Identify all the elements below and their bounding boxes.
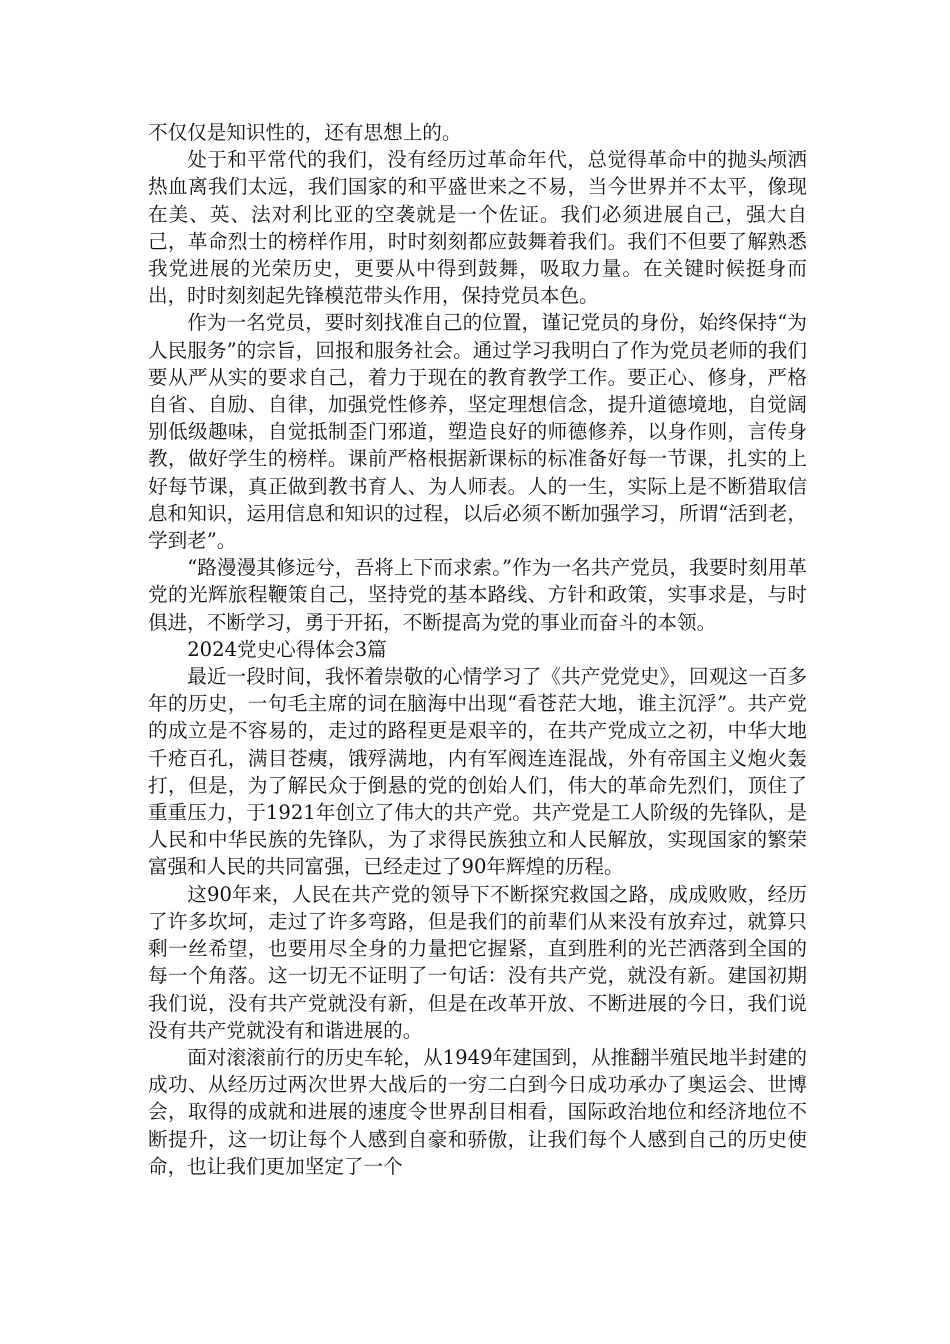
paragraph-5: 最近一段时间，我怀着崇敬的心情学习了《共产党党史》，回观这一百多年的历史，一句毛主席的词在脑海中出现“看苍茫大地，谁主沉浮”。共产党的成立是不容易的，走过的路程更是艰辛的，在共产党成立之初，中华大地千疮百孔，满目苍痍，饿殍满地，内有军阀连连混战，外有帝国主义炮火轰打，但是，为了解民众于倒悬的党的创始人们，伟大的革命先烈们，顶住了重重压力，于1921年创立了伟大的共产党。共产党是工人阶级的先锋队，是人民和中华民族的先锋队，为了求得民族独立和人民解放，实现国家的繁荣富强和人民的共同富强，已经走过了90年辉煌的历程。 (148, 665, 807, 879)
document-body (148, 119, 807, 1180)
paragraph-3: 作为一名党员，要时刻找准自己的位置，谨记党员的身份，始终保持“为人民服务”的宗旨，回报和服务社会。通过学习我明白了作为党员老师的我们要从严从实的要求自己，着力于现在的教育教学工作。要正心、修身，严格自省、自励、自律，加强党性修养，坚定理想信念，提升道德境地，自觉阔别低级趣味，自觉抵制歪门邪道，塑造良好的师德修养，以身作则，言传身教，做好学生的榜样。课前严格根据新课标的标准备好每一节课，扎实的上好每节课，真正做到教书育人、为人师表。人的一生，实际上是不断猎取信息和知识，运用信息和知识的过程，以后必须不断加强学习，所谓“活到老，学到老”。 (148, 311, 807, 553)
section-heading: 2024党史心得体会3篇 (187, 637, 387, 661)
paragraph-2: 处于和平常代的我们，没有经历过革命年代，总觉得革命中的抛头颅洒热血离我们太远，我们国家的和平盛世来之不易，当今世界并不太平，像现在美、英、法对利比亚的空袭就是一个佐证。我们必须进展自己，强大自己，革命烈士的榜样作用，时时刻刻都应鼓舞着我们。我们不但要了解熟悉我党进展的光荣历史，更要从中得到鼓舞，吸取力量。在关键时候挺身而出，时时刻刻起先锋模范带头作用，保持党员本色。 (148, 148, 807, 308)
paragraph-7: 面对滚滚前行的历史车轮，从1949年建国到，从推翻半殖民地半封建的成功、从经历过两次世界大战后的一穷二白到今日成功承办了奥运会、世博会，取得的成就和进展的速度令世界刮目相看，国际政治地位和经济地位不断提升，这一切让每个人感到自豪和骄傲，让我们每个人感到自己的历史使命，也让我们更加坚定了一个 (148, 1045, 807, 1178)
paragraph-6: 这90年来，人民在共产党的领导下不断探究救国之路，成成败败，经历了许多坎坷，走过了许多弯路，但是我们的前辈们从来没有放弃过，就算只剩一丝希望，也要用尽全身的力量把它握紧，直到胜利的光芒洒落到全国的每一个角落。这一切无不证明了一句话：没有共产党，就没有新。建国初期我们说，没有共产党就没有新，但是在改革开放、不断进展的今日，我们说没有共产党就没有和谐进展的。 (148, 882, 807, 1042)
paragraph-1: 不仅仅是知识性的，还有思想上的。 (148, 121, 462, 144)
paragraph-4: “路漫漫其修远兮，吾将上下而求索。”作为一名共产党员，我要时刻用革党的光辉旅程鞭策自己，坚持党的基本路线、方针和政策，实事求是，与时俱进，不断学习，勇于开拓，不断提高为党的事业而奋斗的本领。 (148, 556, 807, 634)
